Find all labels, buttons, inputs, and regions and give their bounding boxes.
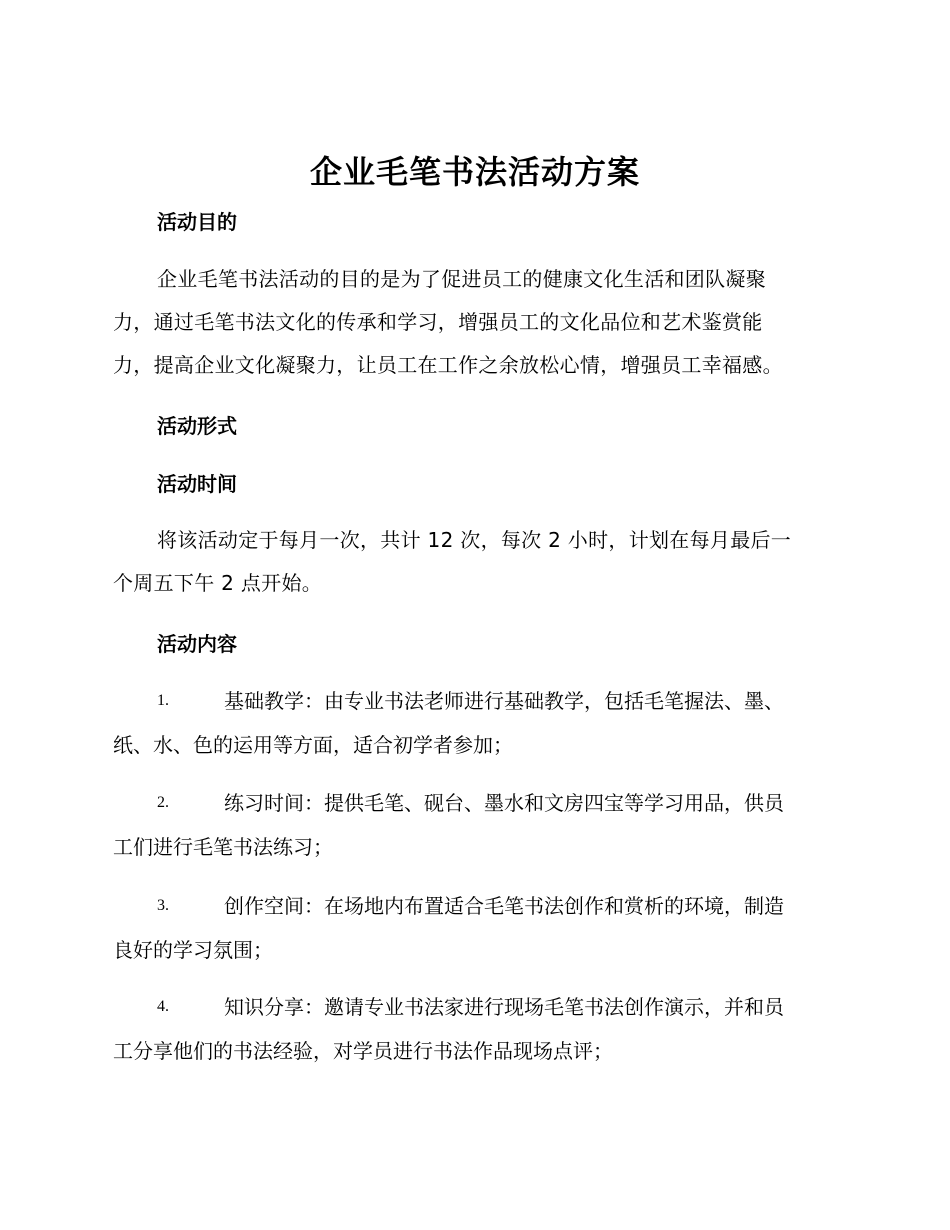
list-item-text-line-2: 工分享他们的书法经验，对学员进行书法作品现场点评； xyxy=(113,1039,613,1063)
list-item-text-line-1: 创作空间：在场地内布置适合毛笔书法创作和赏析的环境，制造 xyxy=(224,894,784,918)
list-item-number: 4. xyxy=(157,998,169,1015)
list-item xyxy=(113,679,833,767)
list-item-text-line-2: 工们进行毛笔书法练习； xyxy=(113,835,333,859)
list-item-text-line-1: 练习时间：提供毛笔、砚台、墨水和文房四宝等学习用品，供员 xyxy=(224,791,784,815)
list-item-text-line-1: 基础教学：由专业书法老师进行基础教学，包括毛笔握法、墨、 xyxy=(224,689,784,713)
list-item-text-line-2: 纸、水、色的运用等方面，适合初学者参加； xyxy=(113,733,513,757)
list-item-number: 1. xyxy=(157,692,169,709)
list-item-number: 3. xyxy=(157,897,169,914)
time-line-1: 将该活动定于每月一次，共计 12 次，每次 2 小时，计划在每月最后一 xyxy=(157,528,792,552)
time-paragraph xyxy=(113,519,833,605)
list-item-number: 2. xyxy=(157,794,169,811)
section-heading-time: 活动时间 xyxy=(157,472,237,496)
purpose-line-2: 力，通过毛笔书法文化的传承和学习，增强员工的文化品位和艺术鉴赏能 xyxy=(113,310,763,334)
list-item-text-line-1: 知识分享：邀请专业书法家进行现场毛笔书法创作演示，并和员 xyxy=(224,995,784,1019)
purpose-line-3: 力，提高企业文化凝聚力，让员工在工作之余放松心情，增强员工幸福感。 xyxy=(113,353,783,377)
section-heading-form: 活动形式 xyxy=(157,414,237,438)
list-item xyxy=(113,884,833,972)
list-item-text-line-2: 良好的学习氛围； xyxy=(113,938,273,962)
section-heading-purpose: 活动目的 xyxy=(157,210,237,234)
list-item xyxy=(113,781,833,869)
document-title: 企业毛笔书法活动方案 xyxy=(309,153,640,191)
section-heading-content: 活动内容 xyxy=(157,632,237,656)
purpose-paragraph xyxy=(113,258,833,387)
time-line-2: 个周五下午 2 点开始。 xyxy=(113,571,323,595)
list-item xyxy=(113,985,833,1073)
purpose-line-1: 企业毛笔书法活动的目的是为了促进员工的健康文化生活和团队凝聚 xyxy=(157,267,766,291)
